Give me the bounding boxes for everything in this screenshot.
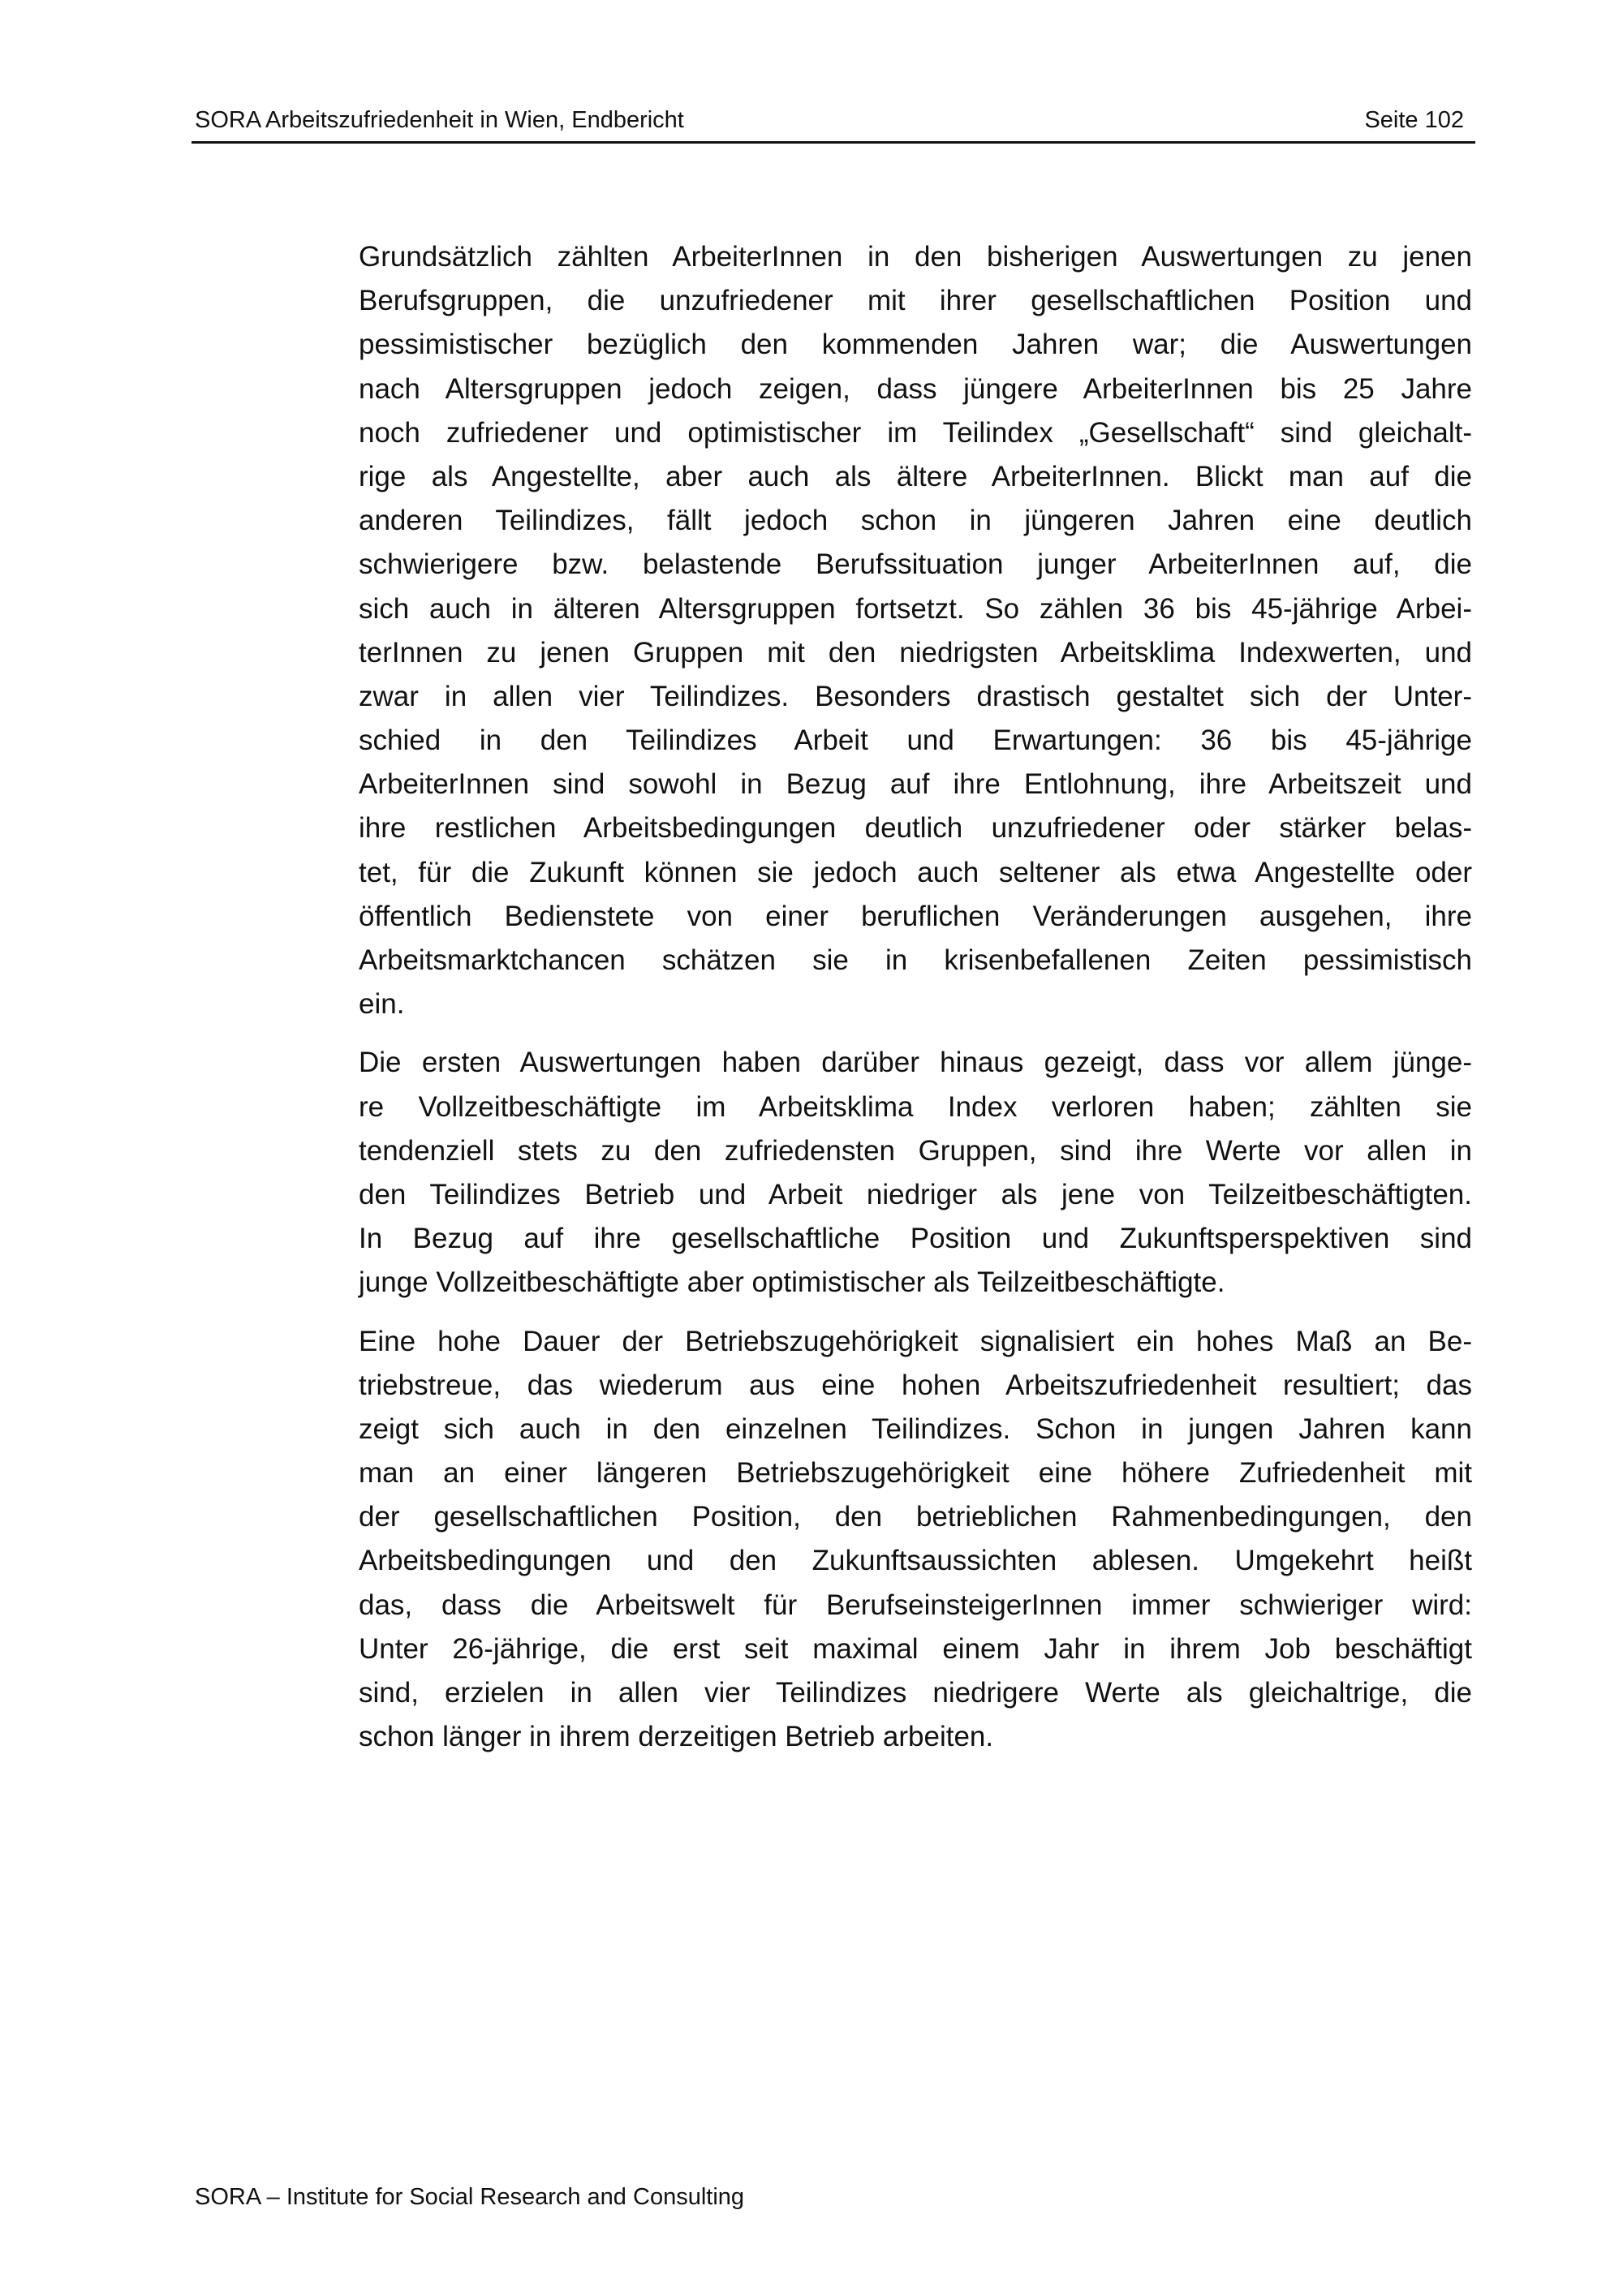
text-line: Berufsgruppen, die unzufriedener mit ihrer gesellschaftlichen Position und (359, 285, 1472, 317)
text-line: Eine hohe Dauer der Betriebszugehörigkeit signalisiert ein hohes Maß an Be- (359, 1325, 1472, 1357)
text-line: der gesellschaftlichen Position, den betrieblichen Rahmenbedingungen, den (359, 1501, 1472, 1533)
text-line: Die ersten Auswertungen haben darüber hinaus gezeigt, dass vor allem jünge- (359, 1047, 1472, 1079)
text-line: triebstreue, das wiederum aus eine hohen Arbeitszufriedenheit resultiert; das (359, 1369, 1472, 1401)
text-line: schwierigere bzw. belastende Berufssituation junger ArbeiterInnen auf, die (359, 548, 1472, 581)
text-line: Grundsätzlich zählten ArbeiterInnen in den bisherigen Auswertungen zu jenen (359, 241, 1472, 273)
text-line: sich auch in älteren Altersgruppen fortsetzt. So zählen 36 bis 45-jährige Arbei- (359, 592, 1472, 625)
text-line: Arbeitsmarktchancen schätzen sie in krisenbefallenen Zeiten pessimistisch (359, 944, 1472, 976)
text-line: tendenziell stets zu den zufriedensten Gruppen, sind ihre Werte vor allen in (359, 1134, 1472, 1167)
text-line: Arbeitsbedingungen und den Zukunftsaussichten ablesen. Umgekehrt heißt (359, 1545, 1472, 1577)
text-line: den Teilindizes Betrieb und Arbeit niedriger als jene von Teilzeitbeschäftigten. (359, 1178, 1472, 1210)
page-header (192, 104, 1475, 144)
text-line: junge Vollzeitbeschäftigte aber optimistischer als Teilzeitbeschäftigte. (359, 1266, 1225, 1299)
text-line: ihre restlichen Arbeitsbedingungen deutlich unzufriedener oder stärker belas- (359, 812, 1472, 845)
text-line: ArbeiterInnen sind sowohl in Bezug auf ihre Entlohnung, ihre Arbeitszeit und (359, 768, 1472, 801)
text-line: pessimistischer bezüglich den kommenden Jahren war; die Auswertungen (359, 329, 1472, 361)
text-line: zeigt sich auch in den einzelnen Teilindizes. Schon in jungen Jahren kann (359, 1412, 1472, 1445)
text-line: schied in den Teilindizes Arbeit und Erwartungen: 36 bis 45-jährige (359, 724, 1472, 757)
text-line: sind, erzielen in allen vier Teilindizes niedrigere Werte als gleichaltrige, die (359, 1677, 1472, 1709)
text-line: das, dass die Arbeitswelt für BerufseinsteigerInnen immer schwieriger wird: (359, 1589, 1472, 1621)
text-line: man an einer längeren Betriebszugehörigkeit eine höhere Zufriedenheit mit (359, 1457, 1472, 1490)
paragraph (359, 1041, 1472, 1305)
text-line: noch zufriedener und optimistischer im Teilindex „Gesellschaft“ sind gleichalt- (359, 416, 1472, 449)
text-line: In Bezug auf ihre gesellschaftliche Position und Zukunftsperspektiven sind (359, 1223, 1472, 1255)
text-line: nach Altersgruppen jedoch zeigen, dass jüngere ArbeiterInnen bis 25 Jahre (359, 372, 1472, 405)
text-line: re Vollzeitbeschäftigte im Arbeitsklima Index verloren haben; zählten sie (359, 1090, 1472, 1123)
text-line: rige als Angestellte, aber auch als ältere ArbeiterInnen. Blickt man auf die (359, 460, 1472, 492)
text-line: schon länger in ihrem derzeitigen Betrieb arbeiten. (359, 1721, 994, 1753)
page-number: Seite 102 (1364, 107, 1464, 133)
text-line: ein. (359, 988, 405, 1021)
document-title: SORA Arbeitszufriedenheit in Wien, Endbericht (195, 107, 684, 133)
text-line: öffentlich Bedienstete von einer beruflichen Veränderungen ausgehen, ihre (359, 900, 1472, 932)
text-line: anderen Teilindizes, fällt jedoch schon in jüngeren Jahren eine deutlich (359, 505, 1472, 537)
text-line: tet, für die Zukunft können sie jedoch auch seltener als etwa Angestellte oder (359, 856, 1472, 888)
paragraph (359, 235, 1472, 1026)
body-text (359, 235, 1472, 1774)
text-line: Unter 26-jährige, die erst seit maximal einem Jahr in ihrem Job beschäftigt (359, 1632, 1472, 1665)
page-footer: SORA – Institute for Social Research and Consulting (195, 2184, 745, 2210)
text-line: zwar in allen vier Teilindizes. Besonders drastisch gestaltet sich der Unter- (359, 680, 1472, 712)
paragraph (359, 1320, 1472, 1760)
text-line: terInnen zu jenen Gruppen mit den niedrigsten Arbeitsklima Indexwerten, und (359, 636, 1472, 669)
